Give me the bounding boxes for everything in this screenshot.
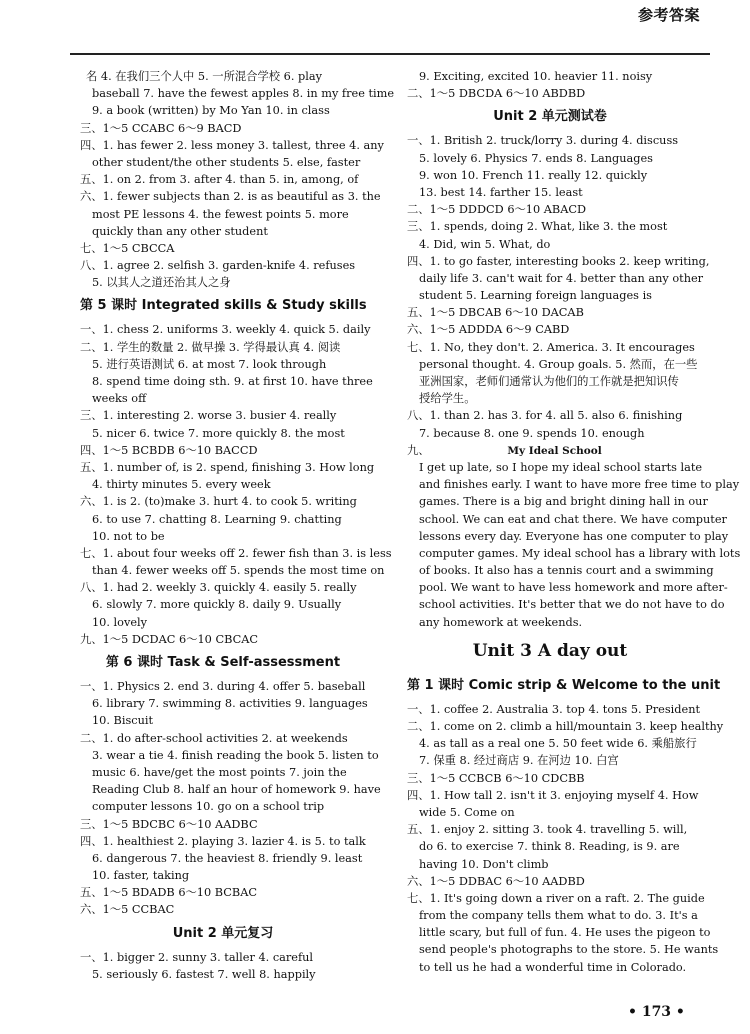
answer-line: send people's photographs to the store. 5. He wants [419, 943, 719, 957]
answer-line: 四、1～5 BCBDB 6～10 BACCD [80, 443, 258, 457]
answer-line: 三、1～5 BDCBC 6～10 AADBC [80, 817, 258, 831]
answer-line: little scary, but full of fun. 4. He uses the pigeon to [419, 926, 711, 940]
answer-line: 6. dangerous 7. the heaviest 8. friendly 9. least [92, 851, 363, 865]
answer-line: 三、1. spends, doing 2. What, like 3. the most [407, 220, 668, 234]
answer-line: and finishes early. I want to have more free time to play [419, 478, 740, 492]
answer-line: 一、1. British 2. truck/lorry 3. during 4. discuss [407, 134, 679, 148]
answer-line: pool. We want to have less homework and more after- [419, 581, 728, 595]
header-divider [70, 53, 710, 55]
answer-line: 九、1～5 DCDAC 6～10 CBCAC [80, 632, 259, 646]
answer-line: 五、1. enjoy 2. sitting 3. took 4. travelling 5. will, [407, 823, 688, 837]
answer-line: 七、1. No, they don't. 2. America. 3. It encourages [407, 340, 695, 354]
answer-line: 六、1～5 ADDDA 6～9 CABD [407, 323, 570, 337]
section-heading: 第 1 课时 Comic strip & Welcome to the unit [407, 677, 721, 693]
answer-line: baseball 7. have the fewest apples 8. in my free time [92, 87, 395, 101]
answer-line: 一、1. coffee 2. Australia 3. top 4. tons 5. President [407, 702, 701, 716]
answer-line: wide 5. Come on [419, 805, 515, 819]
answer-line: 七、1. It's going down a river on a raft. 2. The guide [407, 891, 705, 905]
answer-line: 六、1～5 DDBAC 6～10 AADBD [407, 874, 585, 888]
answer-line: 五、1. on 2. from 3. after 4. than 5. in, among, of [80, 173, 359, 187]
answer-line: school activities. It's better that we do not have to do [419, 598, 725, 612]
essay-title-row [407, 442, 693, 459]
answer-line: 6. slowly 7. more quickly 8. daily 9. Usually [92, 598, 342, 612]
answer-line: music 6. have/get the most points 7. join the [92, 765, 347, 779]
answer-line: Reading Club 8. half an hour of homework 9. have [92, 783, 381, 797]
answer-line: 二、1～5 DDDCD 6～10 ABACD [407, 203, 587, 217]
page-header-title: 参考答案 [637, 6, 700, 24]
answer-line: any homework at weekends. [419, 615, 583, 629]
answer-line: 6. to use 7. chatting 8. Learning 9. chatting [92, 512, 342, 526]
answer-line: 7. because 8. one 9. spends 10. enough [419, 426, 645, 440]
answer-line: 4. as tall as a real one 5. 50 feet wide 6. 乘船旅行 [419, 737, 697, 751]
right-column [407, 68, 741, 976]
answer-line: 3. wear a tie 4. finish reading the book 5. listen to [92, 748, 379, 762]
answer-line: 一、1. Physics 2. end 3. during 4. offer 5. baseball [80, 680, 366, 693]
answer-line: 四、1. has fewer 2. less money 3. tallest, three 4. any [80, 138, 384, 152]
section-heading: 第 5 课时 Integrated skills & Study skills [80, 298, 367, 314]
answer-line: 10. Biscuit [92, 714, 154, 728]
essay-title: My Ideal School [507, 444, 602, 457]
answer-line: computer lessons 10. go on a school trip [92, 800, 325, 814]
answer-line: 二、1. 学生的数量 2. 做早操 3. 学得最认真 4. 阅读 [80, 340, 341, 354]
answer-line: 四、1. How tall 2. isn't it 3. enjoying myself 4. How [407, 788, 699, 802]
answer-line: 名 4. 在我们三个人中 5. 一所混合学校 6. play [86, 70, 323, 83]
answer-line: 一、1. chess 2. uniforms 3. weekly 4. quick 5. daily [80, 323, 371, 337]
answer-line: games. There is a big and bright dining hall in our [419, 495, 708, 509]
answer-line: student 5. Learning foreign languages is [419, 289, 652, 303]
section-heading: Unit 2 单元复习 [172, 925, 274, 941]
left-column [80, 68, 395, 983]
answer-line: 10. faster, taking [92, 869, 190, 883]
answer-line: 四、1. healthiest 2. playing 3. lazier 4. is 5. to talk [80, 834, 366, 848]
answer-line: 五、1～5 DBCAB 6～10 DACAB [407, 306, 584, 320]
section-label: 九、 [407, 443, 430, 457]
answer-line: 三、1～5 CCBCB 6～10 CDCBB [407, 771, 585, 785]
answer-line: 六、1. fewer subjects than 2. is as beautiful as 3. the [80, 190, 381, 204]
answer-line: to tell us he had a wonderful time in Colorado. [419, 960, 687, 974]
answer-line: I get up late, so I hope my ideal school starts late [419, 460, 703, 474]
answer-line: 5. nicer 6. twice 7. more quickly 8. the most [92, 426, 345, 440]
answer-line: 四、1. to go faster, interesting books 2. keep writing, [407, 254, 710, 268]
answer-line: school. We can eat and chat there. We have computer [419, 512, 727, 526]
answer-line: 三、1. interesting 2. worse 3. busier 4. really [80, 409, 337, 423]
answer-line: of books. It also has a tennis court and a swimming [419, 564, 714, 578]
answer-line: 10. not to be [92, 529, 165, 543]
answer-line: 4. thirty minutes 5. every week [92, 478, 271, 492]
answer-line: 八、1. had 2. weekly 3. quickly 4. easily 5. really [80, 581, 357, 595]
answer-line: lessons every day. Everyone has one computer to play [419, 529, 729, 543]
answer-line: than 4. fewer weeks off 5. spends the most time on [92, 564, 385, 578]
answer-line: 9. a book (written) by Mo Yan 10. in class [92, 104, 330, 118]
answer-line: 五、1. number of, is 2. spend, finishing 3. How long [80, 460, 375, 474]
answer-line: 7. 保重 8. 经过商店 9. 在河边 10. 白宫 [419, 754, 619, 768]
answer-line: 二、1～5 DBCDA 6～10 ABDBD [407, 87, 586, 101]
answer-line: from the company tells them what to do. 3. It's a [419, 909, 698, 923]
answer-line: 八、1. than 2. has 3. for 4. all 5. also 6. finishing [407, 409, 683, 423]
answer-line: 八、1. agree 2. selfish 3. garden-knife 4. refuses [80, 259, 356, 273]
answer-line: 三、1～5 CCABC 6～9 BACD [80, 121, 242, 135]
answer-line: 10. lovely [92, 615, 148, 629]
answer-line: 9. won 10. French 11. really 12. quickly [419, 168, 648, 182]
answer-line: 二、1. come on 2. climb a hill/mountain 3. keep healthy [407, 720, 724, 733]
section-heading: 第 6 课时 Task & Self-assessment [105, 655, 341, 670]
answer-line: 4. Did, win 5. What, do [419, 237, 551, 251]
answer-line: having 10. Don't climb [419, 857, 549, 871]
answer-line: 9. Exciting, excited 10. heavier 11. noisy [419, 70, 653, 83]
section-heading: Unit 3 A day out [472, 640, 628, 661]
page-number: • 173 • [628, 1004, 685, 1020]
answer-line: quickly than any other student [92, 224, 268, 238]
answer-line: weeks off [92, 392, 147, 406]
answer-line: 授给学生。 [419, 392, 476, 406]
answer-line: 8. spend time doing sth. 9. at first 10. have three [92, 375, 373, 388]
section-heading: Unit 2 单元测试卷 [493, 109, 607, 125]
answer-line: 5. 进行英语测试 6. at most 7. look through [92, 357, 327, 371]
answer-line: 一、1. bigger 2. sunny 3. taller 4. careful [80, 950, 314, 964]
answer-line: 二、1. do after-school activities 2. at weekends [80, 731, 348, 745]
answer-line: other student/the other students 5. else, faster [92, 155, 361, 169]
answer-line: do 6. to exercise 7. think 8. Reading, is 9. are [419, 840, 680, 854]
answer-line: most PE lessons 4. the fewest points 5. more [92, 207, 349, 221]
answer-line: 13. best 14. farther 15. least [419, 185, 583, 199]
answer-line: daily life 3. can't wait for 4. better than any other [419, 271, 704, 285]
answer-line: 七、1. about four weeks off 2. fewer fish than 3. is less [80, 546, 392, 560]
answer-line: 5. 以其人之道还治其人之身 [92, 276, 231, 290]
answer-line: 6. library 7. swimming 8. activities 9. languages [92, 697, 368, 711]
answer-line: 六、1. is 2. (to)make 3. hurt 4. to cook 5. writing [80, 495, 357, 509]
answer-line: 六、1～5 CCBAC [80, 903, 175, 917]
answer-line: 七、1～5 CBCCA [80, 241, 175, 255]
answer-line: 亚洲国家，老师们通常认为他们的工作就是把知识传 [419, 375, 679, 388]
answer-line: computer games. My ideal school has a library with lots [419, 546, 741, 560]
answer-line: 五、1～5 BDADB 6～10 BCBAC [80, 886, 258, 900]
answer-line: personal thought. 4. Group goals. 5. 然而，在一些 [419, 357, 698, 371]
answer-line: 5. seriously 6. fastest 7. well 8. happily [92, 967, 316, 981]
answer-line: 5. lovely 6. Physics 7. ends 8. Languages [419, 151, 653, 165]
